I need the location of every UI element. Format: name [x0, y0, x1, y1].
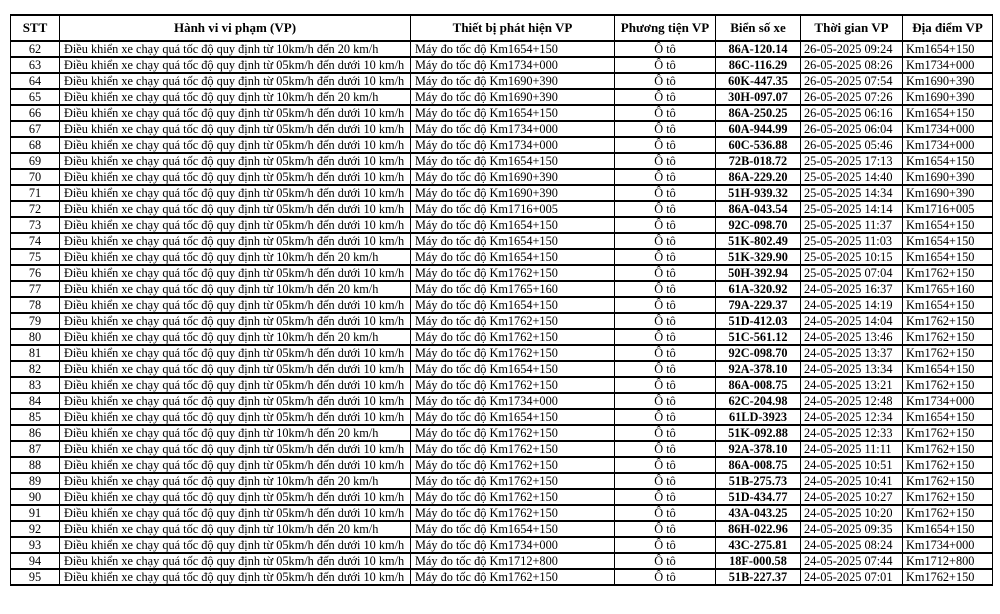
- cell-device: Máy đo tốc độ Km1762+150: [411, 569, 615, 585]
- cell-plate: 86C-116.29: [716, 57, 801, 73]
- table-row: [11, 233, 993, 249]
- cell-vehicle: Ô tô: [615, 553, 716, 569]
- cell-location: Km1762+150: [903, 425, 993, 441]
- cell-stt: 74: [11, 233, 60, 249]
- cell-device: Máy đo tốc độ Km1762+150: [411, 505, 615, 521]
- cell-plate: 51D-434.77: [716, 489, 801, 505]
- cell-plate: 92A-378.10: [716, 361, 801, 377]
- cell-location: Km1654+150: [903, 361, 993, 377]
- cell-stt: 76: [11, 265, 60, 281]
- cell-violation: Điều khiển xe chạy quá tốc độ quy định từ 10km/h đến 20 km/h: [60, 473, 411, 489]
- cell-stt: 95: [11, 569, 60, 585]
- cell-plate: 51K-329.90: [716, 249, 801, 265]
- table-row: [11, 569, 993, 585]
- cell-violation: Điều khiển xe chạy quá tốc độ quy định từ 05km/h đến dưới 10 km/h: [60, 377, 411, 393]
- cell-vehicle: Ô tô: [615, 233, 716, 249]
- cell-stt: 69: [11, 153, 60, 169]
- cell-vehicle: Ô tô: [615, 521, 716, 537]
- cell-time: 24-05-2025 11:11: [801, 441, 903, 457]
- cell-vehicle: Ô tô: [615, 89, 716, 105]
- cell-violation: Điều khiển xe chạy quá tốc độ quy định từ 10km/h đến 20 km/h: [60, 89, 411, 105]
- cell-vehicle: Ô tô: [615, 201, 716, 217]
- cell-time: 24-05-2025 10:20: [801, 505, 903, 521]
- cell-violation: Điều khiển xe chạy quá tốc độ quy định từ 05km/h đến dưới 10 km/h: [60, 393, 411, 409]
- cell-vehicle: Ô tô: [615, 425, 716, 441]
- table-row: [11, 393, 993, 409]
- cell-plate: 51H-939.32: [716, 185, 801, 201]
- cell-location: Km1654+150: [903, 297, 993, 313]
- cell-location: Km1734+000: [903, 57, 993, 73]
- cell-violation: Điều khiển xe chạy quá tốc độ quy định từ 05km/h đến dưới 10 km/h: [60, 505, 411, 521]
- table-row: [11, 121, 993, 137]
- cell-device: Máy đo tốc độ Km1654+150: [411, 41, 615, 57]
- cell-device: Máy đo tốc độ Km1734+000: [411, 121, 615, 137]
- cell-vehicle: Ô tô: [615, 505, 716, 521]
- cell-violation: Điều khiển xe chạy quá tốc độ quy định từ 05km/h đến dưới 10 km/h: [60, 137, 411, 153]
- cell-time: 25-05-2025 10:15: [801, 249, 903, 265]
- cell-location: Km1734+000: [903, 537, 993, 553]
- cell-plate: 51B-275.73: [716, 473, 801, 489]
- cell-time: 26-05-2025 08:26: [801, 57, 903, 73]
- cell-stt: 65: [11, 89, 60, 105]
- cell-time: 24-05-2025 10:41: [801, 473, 903, 489]
- cell-location: Km1690+390: [903, 185, 993, 201]
- cell-time: 26-05-2025 07:26: [801, 89, 903, 105]
- cell-plate: 86A-229.20: [716, 169, 801, 185]
- cell-stt: 86: [11, 425, 60, 441]
- cell-time: 24-05-2025 12:33: [801, 425, 903, 441]
- cell-device: Máy đo tốc độ Km1690+390: [411, 89, 615, 105]
- col-header-device: Thiết bị phát hiện VP: [411, 15, 615, 41]
- cell-plate: 60K-447.35: [716, 73, 801, 89]
- cell-vehicle: Ô tô: [615, 105, 716, 121]
- table-row: [11, 265, 993, 281]
- cell-stt: 71: [11, 185, 60, 201]
- cell-location: Km1734+000: [903, 121, 993, 137]
- cell-vehicle: Ô tô: [615, 329, 716, 345]
- table-row: [11, 457, 993, 473]
- cell-device: Máy đo tốc độ Km1765+160: [411, 281, 615, 297]
- cell-stt: 80: [11, 329, 60, 345]
- cell-stt: 75: [11, 249, 60, 265]
- cell-vehicle: Ô tô: [615, 41, 716, 57]
- cell-stt: 67: [11, 121, 60, 137]
- table-row: [11, 345, 993, 361]
- cell-vehicle: Ô tô: [615, 313, 716, 329]
- violations-table: [10, 14, 993, 586]
- table-row: [11, 553, 993, 569]
- cell-device: Máy đo tốc độ Km1734+000: [411, 137, 615, 153]
- cell-location: Km1712+800: [903, 553, 993, 569]
- cell-vehicle: Ô tô: [615, 569, 716, 585]
- cell-device: Máy đo tốc độ Km1654+150: [411, 521, 615, 537]
- cell-stt: 94: [11, 553, 60, 569]
- cell-violation: Điều khiển xe chạy quá tốc độ quy định từ 05km/h đến dưới 10 km/h: [60, 569, 411, 585]
- table-row: [11, 73, 993, 89]
- cell-violation: Điều khiển xe chạy quá tốc độ quy định từ 05km/h đến dưới 10 km/h: [60, 217, 411, 233]
- cell-plate: 51K-092.88: [716, 425, 801, 441]
- cell-vehicle: Ô tô: [615, 361, 716, 377]
- cell-time: 24-05-2025 13:34: [801, 361, 903, 377]
- cell-plate: 51K-802.49: [716, 233, 801, 249]
- cell-stt: 92: [11, 521, 60, 537]
- cell-location: Km1654+150: [903, 217, 993, 233]
- cell-device: Máy đo tốc độ Km1762+150: [411, 457, 615, 473]
- cell-vehicle: Ô tô: [615, 393, 716, 409]
- cell-location: Km1762+150: [903, 265, 993, 281]
- cell-device: Máy đo tốc độ Km1734+000: [411, 537, 615, 553]
- cell-stt: 84: [11, 393, 60, 409]
- cell-time: 25-05-2025 14:40: [801, 169, 903, 185]
- cell-time: 24-05-2025 10:27: [801, 489, 903, 505]
- cell-device: Máy đo tốc độ Km1762+150: [411, 473, 615, 489]
- cell-plate: 61A-320.92: [716, 281, 801, 297]
- cell-violation: Điều khiển xe chạy quá tốc độ quy định từ 05km/h đến dưới 10 km/h: [60, 553, 411, 569]
- cell-location: Km1654+150: [903, 249, 993, 265]
- cell-stt: 78: [11, 297, 60, 313]
- cell-device: Máy đo tốc độ Km1654+150: [411, 297, 615, 313]
- table-row: [11, 217, 993, 233]
- cell-time: 25-05-2025 11:03: [801, 233, 903, 249]
- cell-time: 24-05-2025 14:19: [801, 297, 903, 313]
- cell-violation: Điều khiển xe chạy quá tốc độ quy định từ 10km/h đến 20 km/h: [60, 41, 411, 57]
- cell-location: Km1654+150: [903, 233, 993, 249]
- cell-vehicle: Ô tô: [615, 297, 716, 313]
- cell-stt: 77: [11, 281, 60, 297]
- table-row: [11, 89, 993, 105]
- cell-stt: 91: [11, 505, 60, 521]
- cell-device: Máy đo tốc độ Km1690+390: [411, 73, 615, 89]
- col-header-vehicle: Phương tiện VP: [615, 15, 716, 41]
- cell-violation: Điều khiển xe chạy quá tốc độ quy định từ 05km/h đến dưới 10 km/h: [60, 537, 411, 553]
- cell-location: Km1654+150: [903, 153, 993, 169]
- cell-time: 26-05-2025 06:16: [801, 105, 903, 121]
- cell-time: 24-05-2025 07:01: [801, 569, 903, 585]
- cell-device: Máy đo tốc độ Km1690+390: [411, 169, 615, 185]
- cell-stt: 89: [11, 473, 60, 489]
- table-row: [11, 489, 993, 505]
- cell-location: Km1762+150: [903, 473, 993, 489]
- cell-device: Máy đo tốc độ Km1762+150: [411, 489, 615, 505]
- cell-device: Máy đo tốc độ Km1762+150: [411, 313, 615, 329]
- cell-violation: Điều khiển xe chạy quá tốc độ quy định từ 05km/h đến dưới 10 km/h: [60, 313, 411, 329]
- cell-vehicle: Ô tô: [615, 409, 716, 425]
- cell-vehicle: Ô tô: [615, 217, 716, 233]
- cell-violation: Điều khiển xe chạy quá tốc độ quy định từ 05km/h đến dưới 10 km/h: [60, 457, 411, 473]
- table-row: [11, 537, 993, 553]
- cell-device: Máy đo tốc độ Km1734+000: [411, 393, 615, 409]
- table-row: [11, 361, 993, 377]
- table-row: [11, 425, 993, 441]
- cell-violation: Điều khiển xe chạy quá tốc độ quy định từ 05km/h đến dưới 10 km/h: [60, 169, 411, 185]
- cell-violation: Điều khiển xe chạy quá tốc độ quy định từ 10km/h đến 20 km/h: [60, 329, 411, 345]
- cell-violation: Điều khiển xe chạy quá tốc độ quy định từ 05km/h đến dưới 10 km/h: [60, 153, 411, 169]
- cell-plate: 51C-561.12: [716, 329, 801, 345]
- cell-time: 24-05-2025 12:48: [801, 393, 903, 409]
- cell-plate: 72B-018.72: [716, 153, 801, 169]
- cell-device: Máy đo tốc độ Km1654+150: [411, 217, 615, 233]
- cell-time: 24-05-2025 12:34: [801, 409, 903, 425]
- cell-violation: Điều khiển xe chạy quá tốc độ quy định từ 10km/h đến 20 km/h: [60, 281, 411, 297]
- cell-device: Máy đo tốc độ Km1654+150: [411, 249, 615, 265]
- cell-plate: 61LD-3923: [716, 409, 801, 425]
- cell-time: 26-05-2025 05:46: [801, 137, 903, 153]
- cell-violation: Điều khiển xe chạy quá tốc độ quy định từ 05km/h đến dưới 10 km/h: [60, 361, 411, 377]
- cell-vehicle: Ô tô: [615, 489, 716, 505]
- col-header-plate: Biển số xe: [716, 15, 801, 41]
- cell-time: 24-05-2025 14:04: [801, 313, 903, 329]
- cell-vehicle: Ô tô: [615, 281, 716, 297]
- table-row: [11, 201, 993, 217]
- cell-time: 26-05-2025 06:04: [801, 121, 903, 137]
- cell-violation: Điều khiển xe chạy quá tốc độ quy định từ 05km/h đến dưới 10 km/h: [60, 297, 411, 313]
- cell-device: Máy đo tốc độ Km1734+000: [411, 57, 615, 73]
- cell-stt: 66: [11, 105, 60, 121]
- cell-time: 26-05-2025 07:54: [801, 73, 903, 89]
- cell-location: Km1734+000: [903, 393, 993, 409]
- cell-location: Km1654+150: [903, 409, 993, 425]
- table-row: [11, 153, 993, 169]
- cell-violation: Điều khiển xe chạy quá tốc độ quy định từ 05km/h đến dưới 10 km/h: [60, 73, 411, 89]
- table-row: [11, 297, 993, 313]
- cell-plate: 92C-098.70: [716, 217, 801, 233]
- cell-vehicle: Ô tô: [615, 457, 716, 473]
- cell-location: Km1690+390: [903, 73, 993, 89]
- table-row: [11, 281, 993, 297]
- cell-device: Máy đo tốc độ Km1654+150: [411, 409, 615, 425]
- cell-violation: Điều khiển xe chạy quá tốc độ quy định từ 05km/h đến dưới 10 km/h: [60, 409, 411, 425]
- cell-stt: 72: [11, 201, 60, 217]
- cell-device: Máy đo tốc độ Km1716+005: [411, 201, 615, 217]
- table-row: [11, 377, 993, 393]
- col-header-violation: Hành vi vi phạm (VP): [60, 15, 411, 41]
- cell-stt: 83: [11, 377, 60, 393]
- cell-violation: Điều khiển xe chạy quá tốc độ quy định từ 10km/h đến 20 km/h: [60, 249, 411, 265]
- table-row: [11, 521, 993, 537]
- cell-stt: 87: [11, 441, 60, 457]
- cell-plate: 79A-229.37: [716, 297, 801, 313]
- cell-vehicle: Ô tô: [615, 185, 716, 201]
- cell-violation: Điều khiển xe chạy quá tốc độ quy định từ 05km/h đến dưới 10 km/h: [60, 105, 411, 121]
- cell-device: Máy đo tốc độ Km1654+150: [411, 361, 615, 377]
- table-row: [11, 105, 993, 121]
- cell-stt: 62: [11, 41, 60, 57]
- cell-plate: 86A-043.54: [716, 201, 801, 217]
- cell-time: 25-05-2025 07:04: [801, 265, 903, 281]
- cell-vehicle: Ô tô: [615, 377, 716, 393]
- violations-table-body: [11, 41, 993, 585]
- cell-plate: 51D-412.03: [716, 313, 801, 329]
- table-row: [11, 249, 993, 265]
- cell-violation: Điều khiển xe chạy quá tốc độ quy định từ 05km/h đến dưới 10 km/h: [60, 233, 411, 249]
- cell-location: Km1762+150: [903, 489, 993, 505]
- cell-device: Máy đo tốc độ Km1690+390: [411, 185, 615, 201]
- table-row: [11, 185, 993, 201]
- cell-vehicle: Ô tô: [615, 137, 716, 153]
- cell-violation: Điều khiển xe chạy quá tốc độ quy định từ 05km/h đến dưới 10 km/h: [60, 265, 411, 281]
- cell-plate: 86A-120.14: [716, 41, 801, 57]
- cell-stt: 70: [11, 169, 60, 185]
- cell-vehicle: Ô tô: [615, 473, 716, 489]
- col-header-stt: STT: [11, 15, 60, 41]
- cell-location: Km1716+005: [903, 201, 993, 217]
- cell-time: 25-05-2025 11:37: [801, 217, 903, 233]
- cell-device: Máy đo tốc độ Km1762+150: [411, 265, 615, 281]
- cell-stt: 68: [11, 137, 60, 153]
- cell-stt: 73: [11, 217, 60, 233]
- cell-vehicle: Ô tô: [615, 169, 716, 185]
- cell-location: Km1654+150: [903, 105, 993, 121]
- header-row: [11, 15, 993, 41]
- cell-stt: 64: [11, 73, 60, 89]
- table-row: [11, 505, 993, 521]
- cell-location: Km1765+160: [903, 281, 993, 297]
- cell-violation: Điều khiển xe chạy quá tốc độ quy định từ 10km/h đến 20 km/h: [60, 425, 411, 441]
- cell-stt: 82: [11, 361, 60, 377]
- table-row: [11, 137, 993, 153]
- cell-plate: 43A-043.25: [716, 505, 801, 521]
- cell-location: Km1762+150: [903, 313, 993, 329]
- cell-plate: 62C-204.98: [716, 393, 801, 409]
- cell-plate: 86A-008.75: [716, 457, 801, 473]
- cell-time: 25-05-2025 14:34: [801, 185, 903, 201]
- cell-stt: 79: [11, 313, 60, 329]
- table-row: [11, 313, 993, 329]
- cell-violation: Điều khiển xe chạy quá tốc độ quy định từ 10km/h đến 20 km/h: [60, 521, 411, 537]
- cell-violation: Điều khiển xe chạy quá tốc độ quy định từ 05km/h đến dưới 10 km/h: [60, 185, 411, 201]
- cell-location: Km1654+150: [903, 41, 993, 57]
- col-header-time: Thời gian VP: [801, 15, 903, 41]
- cell-plate: 86H-022.96: [716, 521, 801, 537]
- cell-stt: 81: [11, 345, 60, 361]
- col-header-location: Địa điểm VP: [903, 15, 993, 41]
- cell-time: 26-05-2025 09:24: [801, 41, 903, 57]
- cell-plate: 60A-944.99: [716, 121, 801, 137]
- cell-stt: 88: [11, 457, 60, 473]
- cell-plate: 30H-097.07: [716, 89, 801, 105]
- cell-time: 25-05-2025 14:14: [801, 201, 903, 217]
- cell-device: Máy đo tốc độ Km1762+150: [411, 377, 615, 393]
- cell-violation: Điều khiển xe chạy quá tốc độ quy định từ 05km/h đến dưới 10 km/h: [60, 489, 411, 505]
- cell-plate: 18F-000.58: [716, 553, 801, 569]
- table-row: [11, 409, 993, 425]
- cell-device: Máy đo tốc độ Km1654+150: [411, 153, 615, 169]
- cell-device: Máy đo tốc độ Km1762+150: [411, 425, 615, 441]
- table-row: [11, 41, 993, 57]
- cell-vehicle: Ô tô: [615, 153, 716, 169]
- table-row: [11, 473, 993, 489]
- cell-plate: 60C-536.88: [716, 137, 801, 153]
- cell-device: Máy đo tốc độ Km1654+150: [411, 233, 615, 249]
- cell-location: Km1762+150: [903, 569, 993, 585]
- cell-device: Máy đo tốc độ Km1762+150: [411, 329, 615, 345]
- cell-time: 24-05-2025 09:35: [801, 521, 903, 537]
- cell-violation: Điều khiển xe chạy quá tốc độ quy định từ 05km/h đến dưới 10 km/h: [60, 201, 411, 217]
- cell-location: Km1762+150: [903, 377, 993, 393]
- cell-stt: 63: [11, 57, 60, 73]
- cell-vehicle: Ô tô: [615, 265, 716, 281]
- cell-stt: 90: [11, 489, 60, 505]
- cell-location: Km1762+150: [903, 441, 993, 457]
- cell-plate: 86A-008.75: [716, 377, 801, 393]
- table-row: [11, 441, 993, 457]
- cell-vehicle: Ô tô: [615, 441, 716, 457]
- cell-location: Km1762+150: [903, 345, 993, 361]
- cell-time: 24-05-2025 16:37: [801, 281, 903, 297]
- cell-location: Km1734+000: [903, 137, 993, 153]
- cell-device: Máy đo tốc độ Km1762+150: [411, 441, 615, 457]
- cell-location: Km1762+150: [903, 505, 993, 521]
- cell-vehicle: Ô tô: [615, 345, 716, 361]
- cell-vehicle: Ô tô: [615, 537, 716, 553]
- cell-location: Km1654+150: [903, 521, 993, 537]
- cell-violation: Điều khiển xe chạy quá tốc độ quy định từ 05km/h đến dưới 10 km/h: [60, 441, 411, 457]
- cell-stt: 85: [11, 409, 60, 425]
- cell-location: Km1762+150: [903, 329, 993, 345]
- cell-plate: 92A-378.10: [716, 441, 801, 457]
- cell-time: 24-05-2025 08:24: [801, 537, 903, 553]
- cell-plate: 51B-227.37: [716, 569, 801, 585]
- cell-vehicle: Ô tô: [615, 73, 716, 89]
- cell-plate: 86A-250.25: [716, 105, 801, 121]
- cell-vehicle: Ô tô: [615, 57, 716, 73]
- cell-time: 24-05-2025 13:37: [801, 345, 903, 361]
- cell-violation: Điều khiển xe chạy quá tốc độ quy định từ 05km/h đến dưới 10 km/h: [60, 345, 411, 361]
- cell-violation: Điều khiển xe chạy quá tốc độ quy định từ 05km/h đến dưới 10 km/h: [60, 121, 411, 137]
- cell-plate: 43C-275.81: [716, 537, 801, 553]
- table-row: [11, 57, 993, 73]
- cell-vehicle: Ô tô: [615, 121, 716, 137]
- cell-time: 24-05-2025 13:21: [801, 377, 903, 393]
- cell-device: Máy đo tốc độ Km1654+150: [411, 105, 615, 121]
- cell-plate: 92C-098.70: [716, 345, 801, 361]
- cell-device: Máy đo tốc độ Km1712+800: [411, 553, 615, 569]
- cell-location: Km1690+390: [903, 169, 993, 185]
- cell-location: Km1762+150: [903, 457, 993, 473]
- cell-vehicle: Ô tô: [615, 249, 716, 265]
- cell-location: Km1690+390: [903, 89, 993, 105]
- table-row: [11, 169, 993, 185]
- cell-time: 25-05-2025 17:13: [801, 153, 903, 169]
- table-row: [11, 329, 993, 345]
- cell-device: Máy đo tốc độ Km1762+150: [411, 345, 615, 361]
- cell-time: 24-05-2025 07:44: [801, 553, 903, 569]
- cell-time: 24-05-2025 10:51: [801, 457, 903, 473]
- cell-violation: Điều khiển xe chạy quá tốc độ quy định từ 05km/h đến dưới 10 km/h: [60, 57, 411, 73]
- cell-stt: 93: [11, 537, 60, 553]
- cell-time: 24-05-2025 13:46: [801, 329, 903, 345]
- table-header: [11, 15, 993, 41]
- cell-plate: 50H-392.94: [716, 265, 801, 281]
